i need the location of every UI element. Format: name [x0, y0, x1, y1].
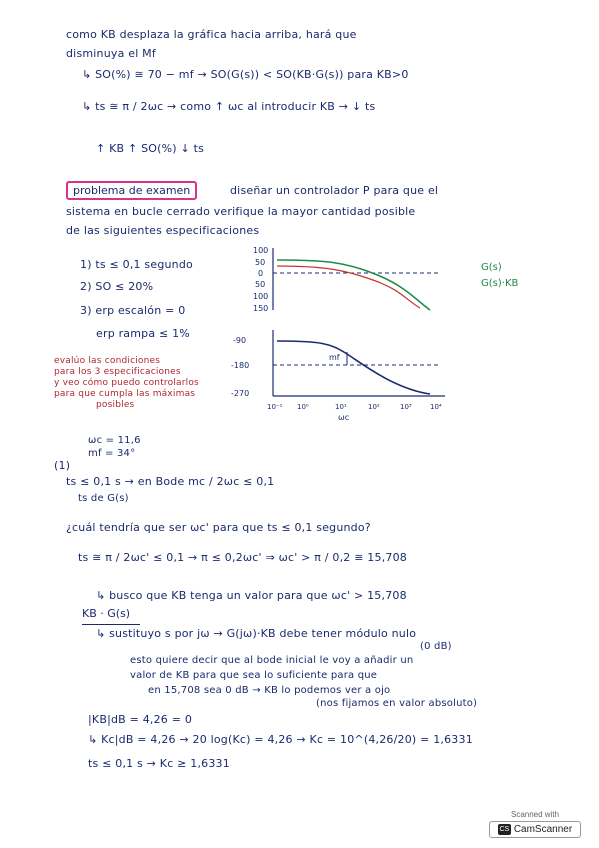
mag-tick: 100	[253, 292, 269, 301]
text-line: ↑ KB ↑ SO(%) ↓ ts	[96, 142, 205, 155]
text-line: ↳ ts ≅ π / 2ωc → como ↑ ωc al introducir KB → ↓ ts	[82, 100, 376, 113]
text-line: como KB desplaza la gráfica hacia arriba, hará que	[66, 28, 357, 41]
mag-curve-g	[277, 266, 420, 308]
x-tick: 10³	[400, 403, 412, 411]
spec-item: 1) ts ≤ 0,1 segundo	[80, 258, 193, 271]
x-tick: 10⁴	[430, 403, 442, 411]
mag-curve-kb	[277, 260, 430, 310]
text-line: disminuya el Mf	[66, 47, 156, 60]
kb-gs-heading: KB · G(s)	[82, 607, 131, 620]
bode-sketch	[225, 244, 485, 424]
camscanner-label: CamScanner	[513, 824, 573, 835]
mag-tick: 0	[258, 269, 264, 278]
text-line: esto quiere decir que al bode inicial le voy a añadir un	[130, 655, 414, 666]
text-line: ↳ SO(%) ≅ 70 − mf → SO(G(s)) < SO(KB·G(s)) para KB>0	[82, 68, 409, 81]
text-line: valor de KB para que sea lo suficiente para que	[130, 670, 378, 681]
mag-tick: 100	[253, 246, 269, 255]
text-line: diseñar un controlador P para que el	[230, 184, 439, 197]
phase-tick: -270	[231, 389, 250, 398]
text-line: (0 dB)	[420, 641, 452, 652]
text-line: de las siguientes especificaciones	[66, 224, 260, 237]
scanned-with-label: Scanned with	[510, 810, 560, 819]
text-line: ts ≅ π / 2ωc' ≤ 0,1 → π ≤ 0,2ωc' ⇒ ωc' > π / 0,2 ≅ 15,708	[78, 551, 407, 564]
red-note: para los 3 especificaciones	[54, 367, 181, 377]
phase-tick: -90	[233, 336, 247, 345]
exam-problem-label: problema de examen	[66, 181, 197, 200]
text-line: en 15,708 sea 0 dB → KB lo podemos ver a ojo	[148, 685, 391, 696]
x-tick: 10²	[368, 403, 380, 411]
mag-tick: 50	[255, 258, 266, 267]
red-note: posibles	[96, 400, 135, 410]
section-number: (1)	[54, 459, 71, 472]
value-wc: ωc = 11,6	[88, 435, 141, 446]
camscanner-badge	[489, 810, 581, 838]
text-line: ts ≤ 0,1 s → en Bode mc / 2ωc ≤ 0,1	[66, 475, 275, 488]
spec-item: 3) erp escalón = 0	[80, 304, 186, 317]
mag-tick: 50	[255, 280, 266, 289]
x-label: ωc	[338, 413, 350, 422]
text-line: ts de G(s)	[78, 493, 129, 504]
x-tick: 10⁰	[297, 403, 309, 411]
text-line: (nos fijamos en valor absoluto)	[316, 698, 478, 709]
phase-curve	[277, 341, 430, 394]
heading-underline	[82, 624, 140, 625]
red-note: evalúo las condiciones	[54, 356, 161, 366]
text-line: ¿cuál tendría que ser ωc' para que ts ≤ 0,1 segundo?	[66, 521, 371, 534]
spec-item: erp rampa ≤ 1%	[96, 327, 190, 340]
spec-item: 2) SO ≤ 20%	[80, 280, 154, 293]
text-line: ts ≤ 0,1 s → Kc ≥ 1,6331	[88, 757, 230, 770]
text-line: ↳ Kc|dB = 4,26 → 20 log(Kc) = 4,26 → Kc = 10^(4,26/20) = 1,6331	[88, 733, 473, 746]
text-line: sistema en bucle cerrado verifique la mayor cantidad posible	[66, 205, 416, 218]
text-line: |KB|dB = 4,26 = 0	[88, 713, 193, 726]
legend-g: G(s)	[481, 262, 502, 273]
x-tick: 10⁻¹	[267, 403, 283, 411]
mag-tick: 150	[253, 304, 269, 313]
x-tick: 10¹	[335, 403, 347, 411]
red-note: para que cumpla las máximas	[54, 389, 196, 399]
phase-tick: -180	[231, 361, 250, 370]
text-line: ↳ busco que KB tenga un valor para que ωc' > 15,708	[96, 589, 407, 602]
text-line: ↳ sustituyo s por jω → G(jω)·KB debe tener módulo nulo	[96, 627, 417, 640]
cs-icon: CS	[499, 826, 510, 833]
camscanner-logo	[489, 821, 581, 838]
red-note: y veo cómo puedo controlarlos	[54, 378, 199, 388]
value-mf: mf = 34°	[88, 448, 136, 459]
legend-kb: G(s)·KB	[481, 278, 519, 289]
mf-label: mf	[329, 353, 340, 362]
